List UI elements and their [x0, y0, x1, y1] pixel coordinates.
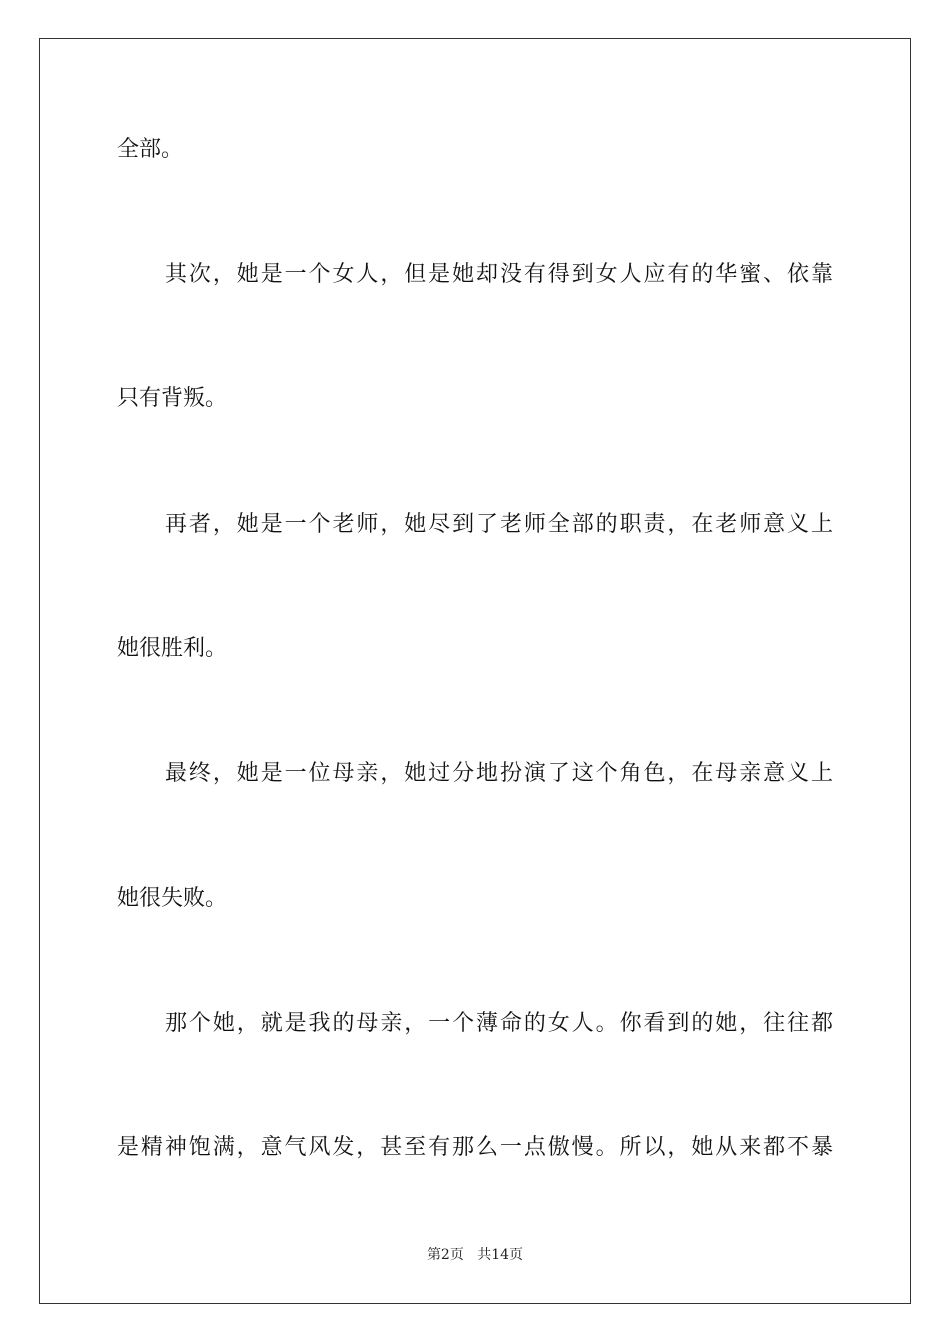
page-frame: [39, 38, 911, 1304]
text-line: 全部。: [117, 137, 184, 162]
text-line: 她很胜利。: [117, 636, 228, 661]
page-number: 第2页: [426, 1247, 464, 1263]
text-line: 那个她，就是我的母亲，一个薄命的女人。你看到的她，往往都: [165, 1011, 833, 1036]
total-pages: 共14页: [477, 1247, 524, 1263]
text-line: 她很失败。: [117, 886, 228, 911]
text-line: 是精神饱满，意气风发，甚至有那么一点傲慢。所以，她从来都不暴: [117, 1135, 833, 1160]
text-line: 只有背叛。: [117, 386, 228, 411]
text-line: 其次，她是一个女人，但是她却没有得到女人应有的华蜜、依靠: [165, 262, 833, 287]
page-footer: [0, 1246, 950, 1264]
text-line: 最终，她是一位母亲，她过分地扮演了这个角色，在母亲意义上: [165, 761, 833, 786]
text-line: 再者，她是一个老师，她尽到了老师全部的职责，在老师意义上: [165, 512, 833, 537]
